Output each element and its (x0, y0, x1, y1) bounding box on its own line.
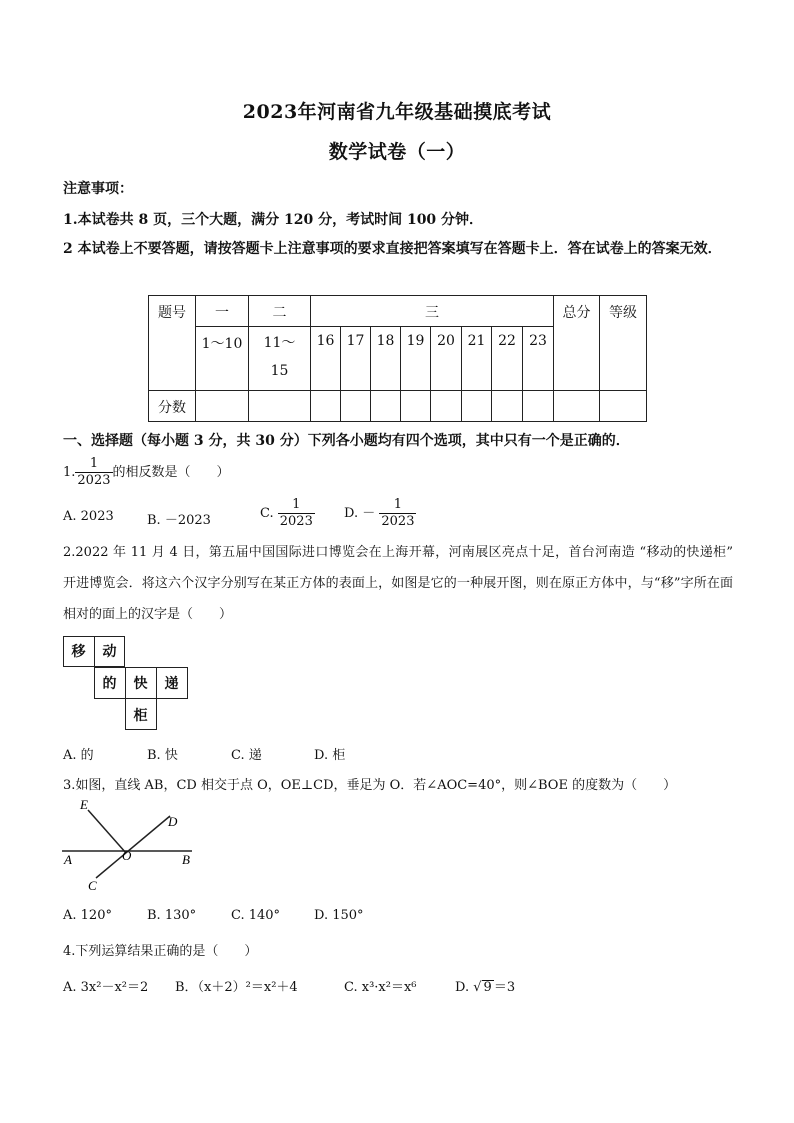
score-table-q22: 22 (492, 327, 523, 391)
notice-item-1: 1.本试卷共 8 页，三个大题，满分 120 分，考试时间 100 分钟． (63, 212, 484, 228)
q1-option-c (260, 497, 315, 530)
score-table-q23: 23 (523, 327, 554, 391)
q4-option-b: B．（x＋2）²＝x²＋4 (175, 980, 298, 995)
range2-line2: 15 (270, 363, 289, 379)
score-table-part3: 三 (311, 296, 554, 327)
q4-option-a: A. 3x²－x²＝2 (63, 980, 149, 995)
q1-fraction (75, 456, 112, 489)
line-cd (96, 816, 170, 878)
q1c-num: 1 (292, 497, 301, 512)
q2-option-d: D. 柜 (314, 748, 346, 763)
question-2: 2.2022 年 11 月 4 日，第五届中国国际进口博览会在上海开幕，河南展区亮点十足，首台河南造 “移动的快递柜” 开进博览会．将这六个汉字分别写在某正方体的表面上，如图是它的一种展开图，则在原正方体中，与“移”字所在面相对的面上的汉字是（ ） (63, 545, 733, 622)
score-table-q16: 16 (311, 327, 341, 391)
q3-option-b: B. 130° (147, 908, 197, 923)
net-face-de: 的 (102, 676, 117, 692)
section1-heading: 一、选择题（每小题 3 分，共 30 分）下列各小题均有四个选项，其中只有一个是正确的． (63, 433, 630, 449)
q1-option-c-label: C. (260, 506, 274, 521)
question-4: 4.下列运算结果正确的是（ ） (63, 944, 258, 959)
q4-option-c: C. x³·x²＝x⁶ (344, 980, 417, 995)
label-d: D (168, 814, 178, 829)
score-table-grade: 等级 (600, 296, 647, 391)
net-face-yi: 移 (71, 644, 86, 660)
q4-option-d-radicand: 9 (483, 980, 492, 995)
q1d-den: 2023 (381, 514, 415, 529)
notice-heading: 注意事项： (63, 181, 133, 197)
score-table-total: 总分 (554, 296, 600, 391)
label-c: C (88, 878, 97, 893)
q1-prefix: 1. (63, 465, 76, 480)
sqrt-symbol: √ (473, 980, 482, 995)
q4-option-d-label: D. (455, 980, 470, 995)
score-table-q18: 18 (371, 327, 401, 391)
label-e: E (80, 797, 88, 812)
cube-net-figure (63, 636, 193, 732)
score-cell (196, 391, 249, 422)
score-table-part1: 一 (196, 296, 249, 327)
exam-title: 2023年河南省九年级基础摸底考试 (242, 101, 552, 123)
score-table-row-label: 题号 (149, 296, 196, 391)
label-o: O (122, 848, 132, 863)
q3-option-c: C. 140° (231, 908, 281, 923)
label-a: A (64, 852, 72, 867)
lines-figure (60, 796, 200, 896)
score-cell (431, 391, 462, 422)
range2-line1: 11～ (263, 335, 296, 351)
score-cell (341, 391, 371, 422)
score-table-q17: 17 (341, 327, 371, 391)
score-table-q20: 20 (431, 327, 462, 391)
q1d-num: 1 (393, 497, 403, 512)
net-face-gui: 柜 (133, 708, 148, 724)
q2-option-c: C. 递 (231, 748, 262, 763)
ray-oe (88, 810, 126, 853)
question-1 (63, 456, 230, 489)
score-table-q21: 21 (462, 327, 492, 391)
score-table-part2: 二 (249, 296, 311, 327)
q4-option-d (455, 976, 515, 995)
q1-frac-den: 2023 (77, 473, 111, 488)
notice-item-2: 2 本试卷上不要答题，请按答题卡上注意事项的要求直接把答案填写在答题卡上．答在试卷上的答案无效． (63, 241, 722, 257)
score-table-score-label: 分数 (149, 391, 196, 422)
score-cell (371, 391, 401, 422)
score-table (148, 295, 647, 422)
question-3: 3.如图，直线 AB，CD 相交于点 O，OE⊥CD，垂足为 O．若∠AOC=40°，则∠BOE 的度数为（ ） (63, 778, 677, 793)
score-cell (249, 391, 311, 422)
q3-option-d: D. 150° (314, 908, 364, 923)
score-cell (462, 391, 492, 422)
label-b: B (182, 852, 190, 867)
score-cell (311, 391, 341, 422)
score-cell (401, 391, 431, 422)
q2-option-a: A. 的 (63, 748, 94, 763)
paper-title: 数学试卷（一） (328, 141, 466, 163)
score-cell (600, 391, 647, 422)
net-face-di: 递 (164, 676, 179, 692)
q1-option-c-frac (278, 497, 315, 530)
score-cell (492, 391, 523, 422)
score-table-range2 (249, 327, 311, 391)
net-face-kuai: 快 (133, 676, 148, 692)
q1-option-a: A. 2023 (63, 509, 114, 524)
q4-option-d-rest: ＝3 (493, 980, 516, 995)
score-cell (523, 391, 554, 422)
score-cell (554, 391, 600, 422)
q1-option-d-label: D. － (344, 506, 376, 521)
q1c-den: 2023 (279, 514, 313, 529)
net-face-dong: 动 (102, 644, 117, 660)
q3-option-a: A. 120° (63, 908, 112, 923)
q1-option-d (344, 497, 416, 530)
score-table-range1: 1～10 (196, 327, 249, 391)
q1-frac-num: 1 (89, 456, 99, 471)
q1-option-b: B. －2023 (147, 513, 211, 528)
score-table-q19: 19 (401, 327, 431, 391)
q1-suffix: 的相反数是（ ） (112, 465, 230, 480)
q1-option-d-frac (379, 497, 416, 530)
q2-option-b: B. 快 (147, 748, 178, 763)
